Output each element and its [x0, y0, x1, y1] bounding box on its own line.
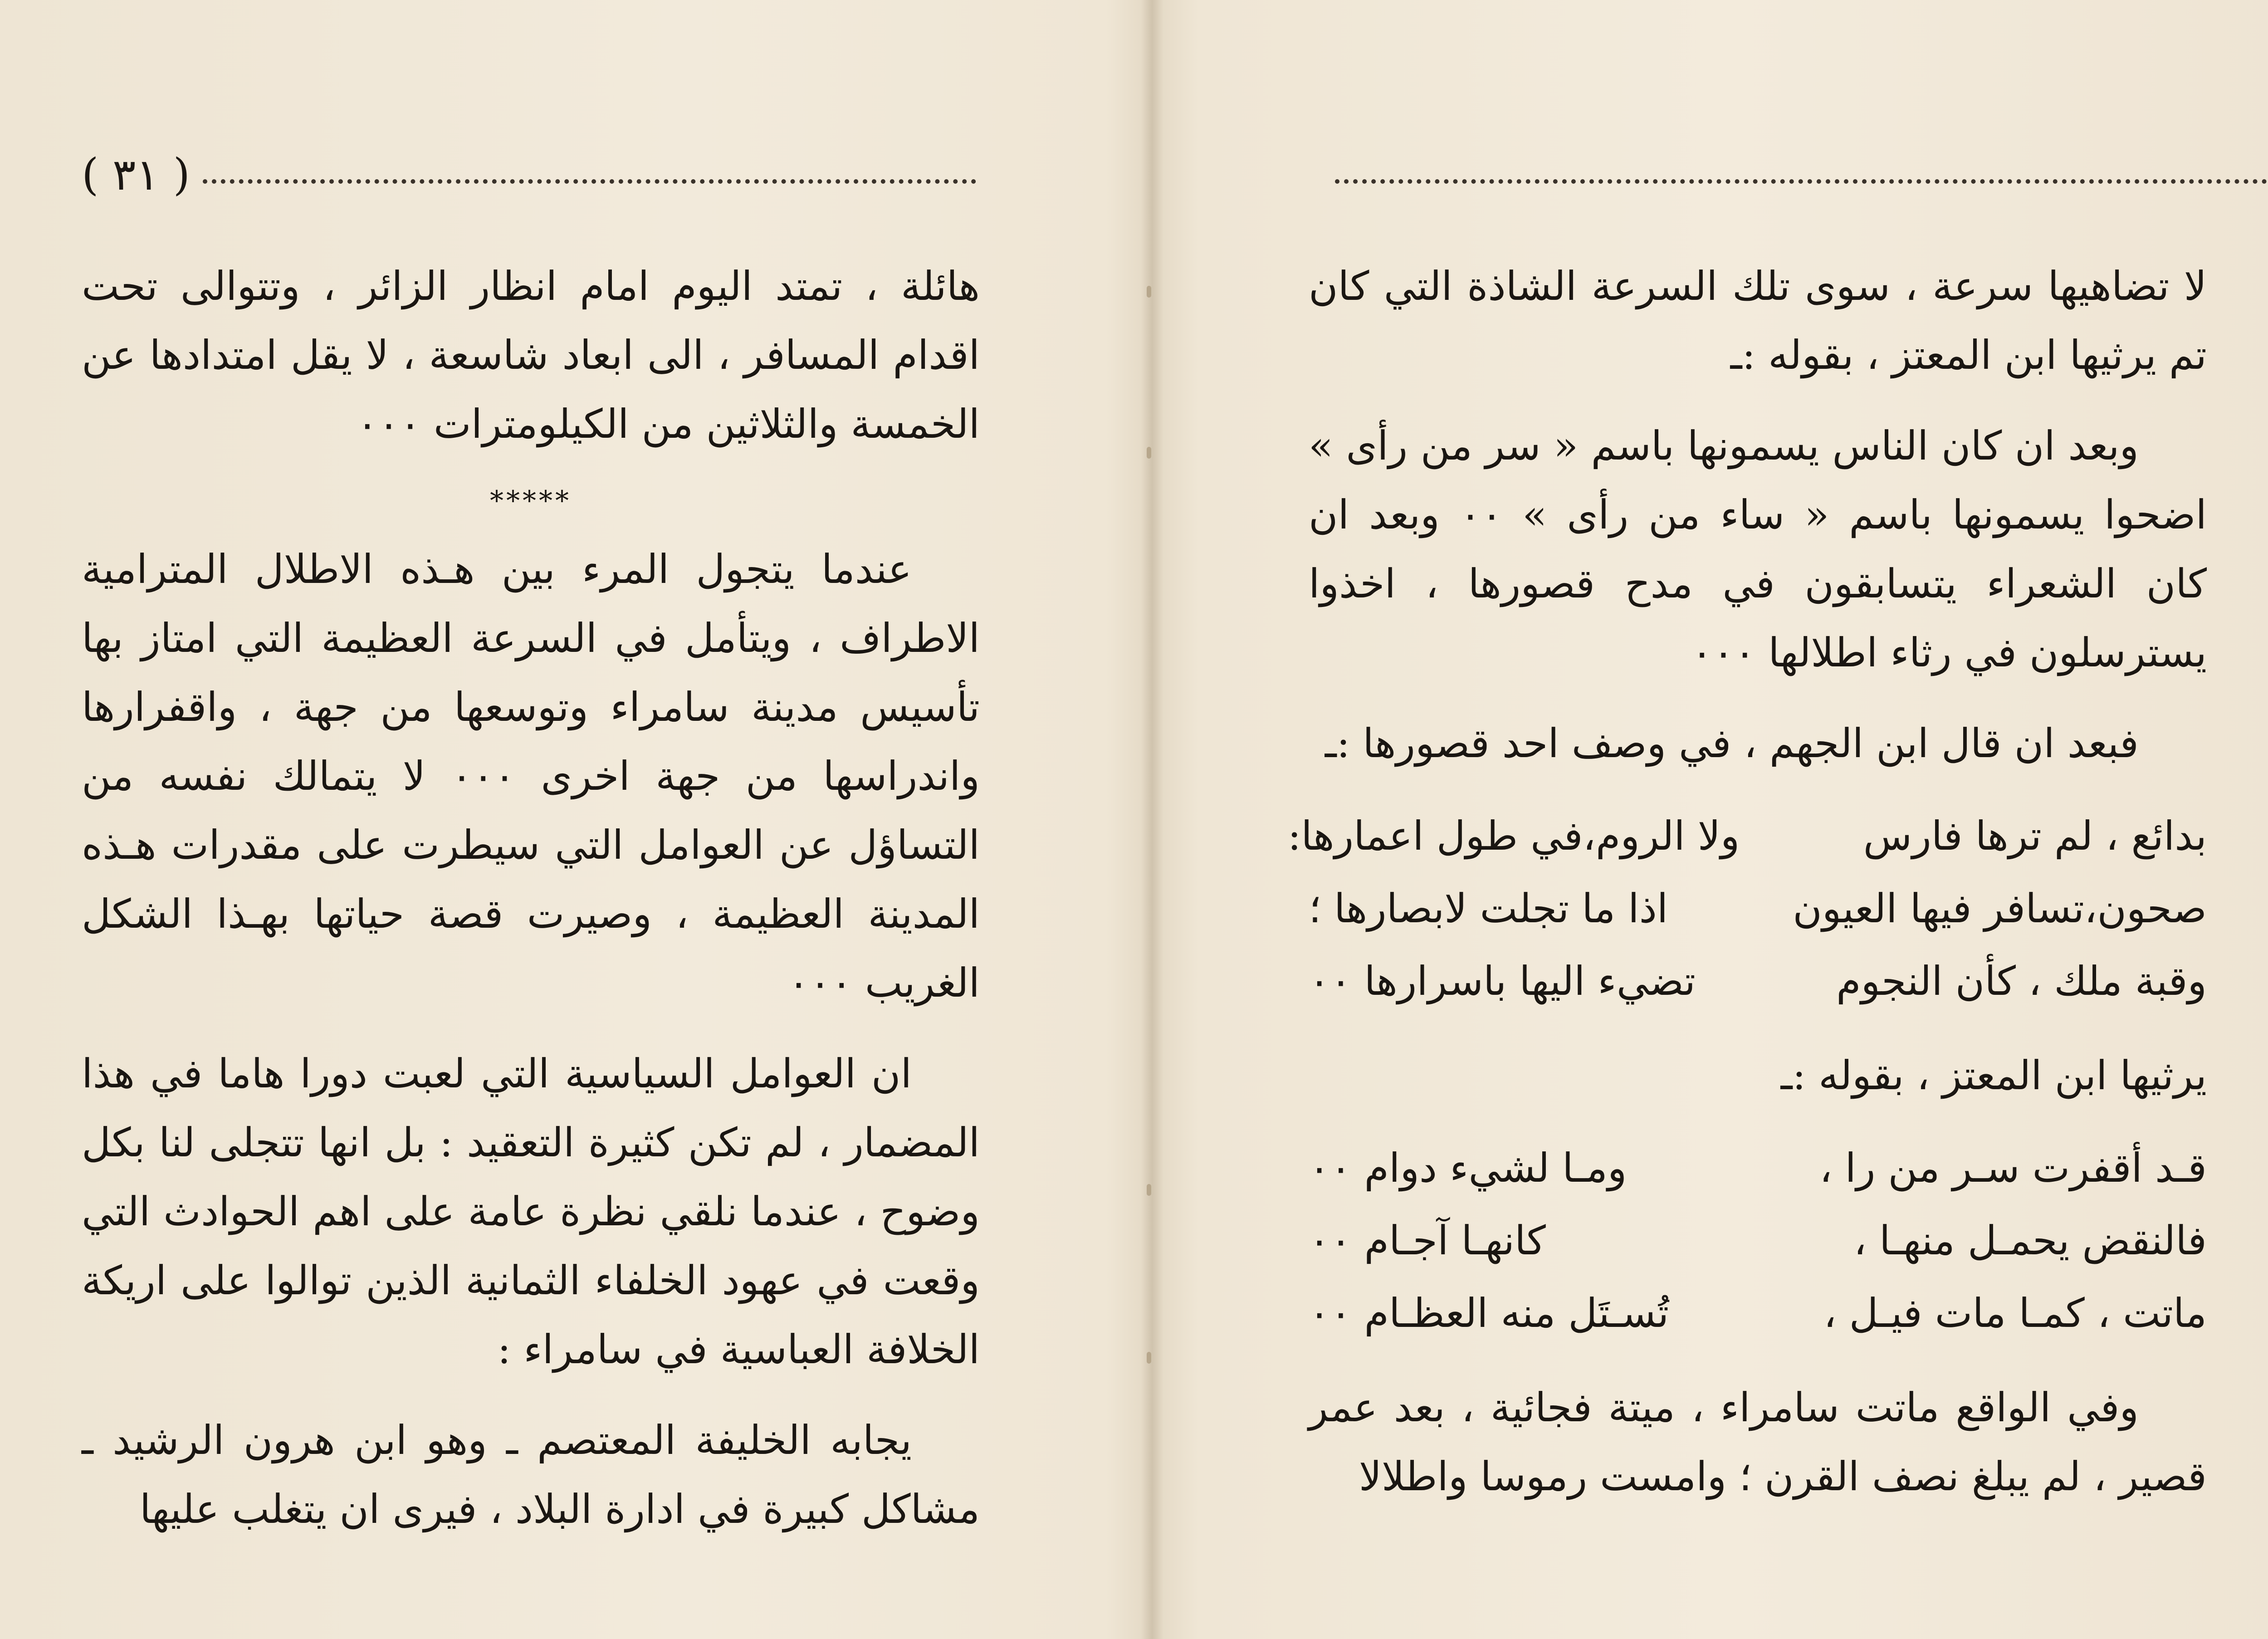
binding-stitch — [1147, 286, 1151, 298]
paragraph: ان العوامل السياسية التي لعبت دورا هاما في هذا المضمار ، لم تكن كثيرة التعقيد : بل انها تتجلى لنا بكل وضوح ، عندما نلقي نظرة عامة على اهم الحوادث التي وقعت في عهود الخلفاء الثمانية الذين توالوا على اريكة الخلافة العباسية في سامراء : — [82, 1050, 980, 1373]
paragraph: وبعد ان كان الناس يسمونها باسم « سر من رأى » اضحوا يسمونها باسم « ساء من رأى » ٠٠ وبعد ان كان الشعراء يتسابقون في مدح قصورها ، اخذوا يسترسلون في رثاء اطلالها ٠٠٠ — [1309, 422, 2207, 676]
paragraph: هائلة ، تمتد اليوم امام انظار الزائر ، وتتوالى تحت اقدام المسافر ، الى ابعاد شاسعة ، لا يقل امتدادها عن الخمسة والثلاثين من الكيلومترات ٠٠٠ — [82, 263, 980, 447]
verse-hemistich: كانهـا آجـام ٠٠ — [1309, 1217, 1546, 1264]
paragraph: عندما يتجول المرء بين هـذه الاطلال المترامية الاطراف ، ويتأمل في السرعة العظيمة التي امتاز بها تأسيس مدينة سامراء وتوسعها من جهة ، واقفرارها واندراسها من جهة اخرى ٠٠٠ لا يتمالك نفسه من التساؤل عن العوامل التي سيطرت على مقدرات هـذه المدينة العظيمة ، وصيرت قصة حياتها بهـذا الشكل الغريب ٠٠٠ — [82, 546, 980, 1006]
paragraph: وفي الواقع ماتت سامراء ، ميتة فجائية ، بعد عمر قصير ، لم يبلغ نصف القرن ؛ وامست رموسا واطلالا — [1309, 1384, 2207, 1500]
verse-hemistich: اذا ما تجلت لابصارها ؛ — [1309, 885, 1668, 932]
paragraph: فبعد ان قال ابن الجهم ، في وصف احد قصورها :ـ — [1325, 720, 2139, 767]
verse-hemistich: ولا الروم،في طول اعمارها: — [1287, 812, 1740, 859]
right-page — [1163, 0, 2268, 1639]
verse-hemistich: فالنقض يحمـل منهـا ، — [1853, 1217, 2207, 1264]
verse-hemistich: قـد أقفرت سـر من را ، — [1819, 1145, 2207, 1191]
section-separator: ***** — [490, 485, 572, 517]
verse-block — [1287, 800, 2207, 1018]
verse-line — [1309, 872, 2207, 945]
verse-line — [1309, 1132, 2207, 1204]
verse-hemistich: تُسـتَل منه العظـام ٠٠ — [1309, 1290, 1669, 1336]
verse-line — [1309, 945, 2207, 1018]
binding-stitch — [1147, 447, 1151, 459]
verse-line — [1309, 1204, 2207, 1277]
paragraph: يجابه الخليفة المعتصم ـ وهو ابن هرون الرشيد ـ مشاكل كبيرة في ادارة البلاد ، فيرى ان يتغلب عليها — [82, 1417, 980, 1532]
verse-block — [1309, 1132, 2207, 1350]
verse-hemistich: وقبة ملك ، كأن النجوم — [1836, 958, 2207, 1004]
left-page-body — [82, 252, 980, 1566]
paragraph: يرثيها ابن المعتز ، بقوله :ـ — [1780, 1052, 2207, 1099]
right-page-header — [1322, 150, 2268, 200]
verse-hemistich: تضيء اليها باسرارها ٠٠ — [1309, 958, 1696, 1004]
book-gutter — [1141, 0, 1163, 1639]
page-number: ( ٣١ ) — [82, 149, 191, 200]
dot-leader — [203, 179, 976, 184]
binding-stitch — [1147, 1184, 1151, 1196]
left-page-header — [82, 150, 989, 200]
verse-hemistich: بدائع ، لم ترها فارس — [1863, 812, 2207, 859]
right-page-body — [1287, 252, 2207, 1533]
verse-hemistich: صحون،تسافر فيها العيون — [1793, 885, 2207, 932]
paragraph: لا تضاهيها سرعة ، سوى تلك السرعة الشاذة التي كان تم يرثيها ابن المعتز ، بقوله :ـ — [1309, 263, 2207, 378]
verse-hemistich: ومـا لشيء دوام ٠٠ — [1309, 1145, 1627, 1191]
verse-line — [1309, 1277, 2207, 1350]
dot-leader — [1335, 179, 2268, 184]
binding-stitch — [1147, 1352, 1151, 1364]
verse-line — [1287, 800, 2207, 872]
verse-hemistich: ماتت ، كمـا مات فيـل ، — [1823, 1290, 2207, 1336]
